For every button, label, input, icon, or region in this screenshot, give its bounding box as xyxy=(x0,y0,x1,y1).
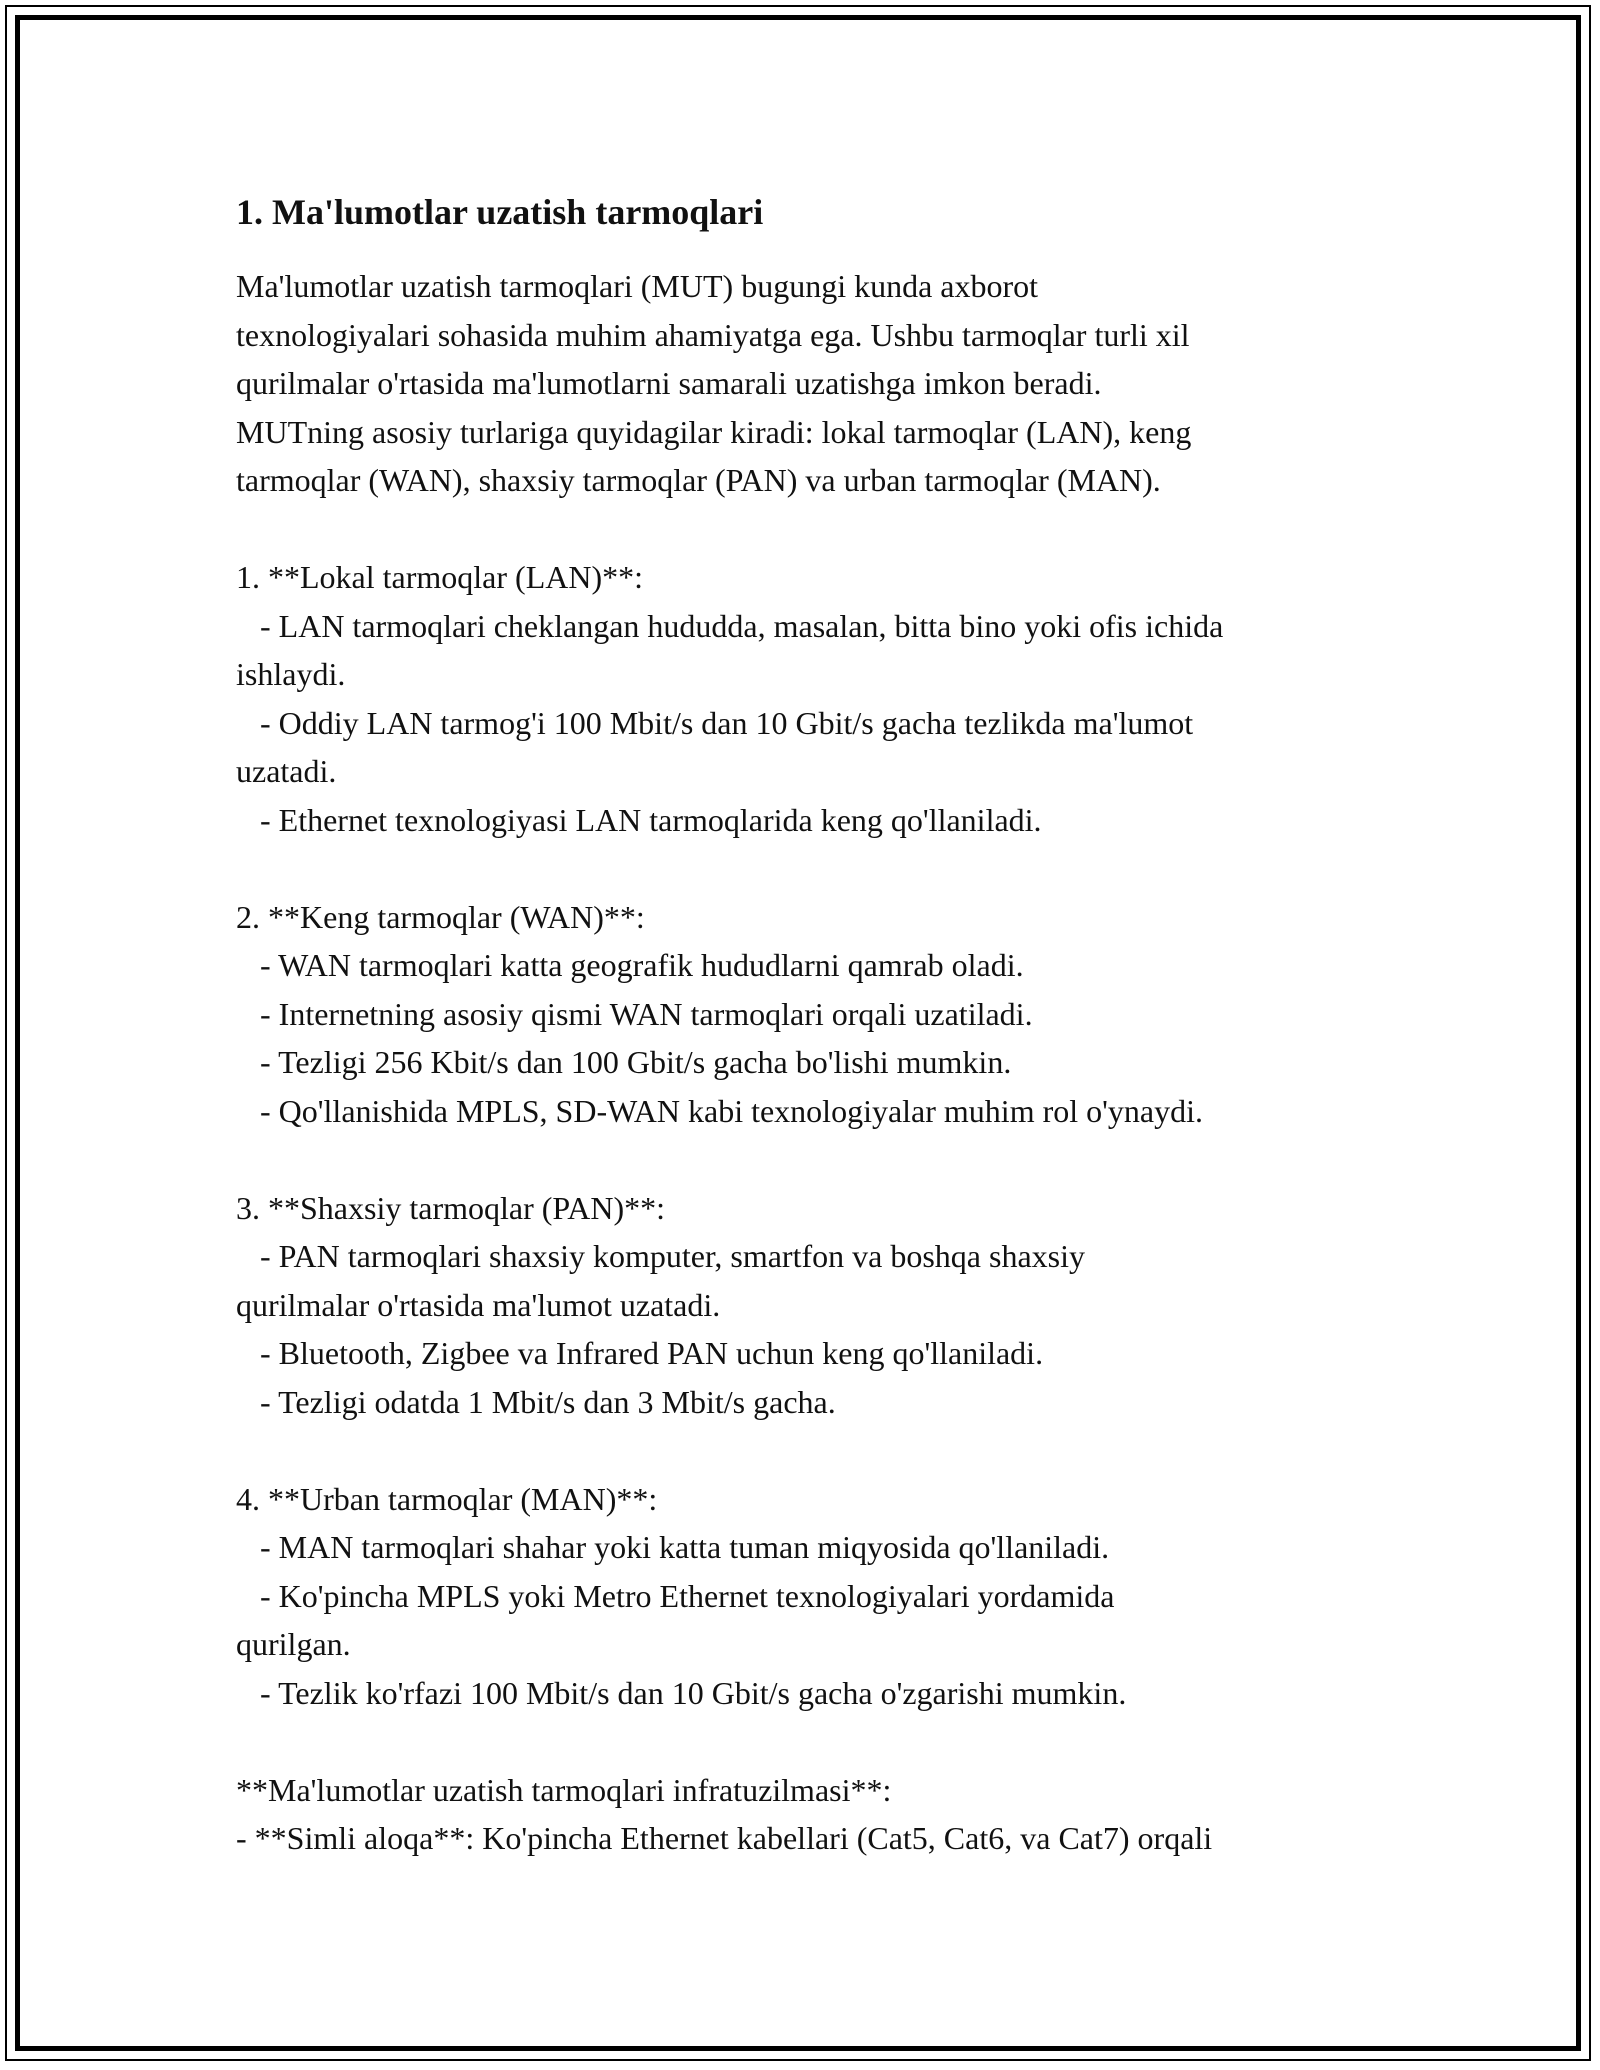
document-title: 1. Ma'lumotlar uzatish tarmoqlari xyxy=(236,192,764,232)
text-line: qurilgan. xyxy=(236,1626,351,1662)
text-line: - Bluetooth, Zigbee va Infrared PAN uchun keng qo'llaniladi. xyxy=(236,1335,1044,1371)
text-line: - Tezligi odatda 1 Mbit/s dan 3 Mbit/s gacha. xyxy=(236,1383,836,1420)
text-line: 3. **Shaxsiy tarmoqlar (PAN)**: xyxy=(236,1189,666,1226)
blank-line xyxy=(236,1135,1386,1184)
blank-line xyxy=(236,844,1386,893)
text-line: - Qo'llanishida MPLS, SD-WAN kabi texnologiyalar muhim rol o'ynaydi. xyxy=(236,1092,1203,1129)
text-line: uzatadi. xyxy=(236,753,337,789)
text-line: - PAN tarmoqlari shaxsiy komputer, smartfon va boshqa shaxsiy xyxy=(236,1238,1085,1274)
text-line: - LAN tarmoqlari cheklangan hududda, masalan, bitta bino yoki ofis ichida xyxy=(236,607,1224,644)
document-text xyxy=(236,262,1386,1863)
text-line: qurilmalar o'rtasida ma'lumot uzatadi. xyxy=(236,1286,721,1323)
text-line: **Ma'lumotlar uzatish tarmoqlari infratuzilmasi**: xyxy=(236,1771,892,1808)
text-line: - Ethernet texnologiyasi LAN tarmoqlarida keng qo'llaniladi. xyxy=(236,801,1042,838)
text-line: 4. **Urban tarmoqlar (MAN)**: xyxy=(236,1480,658,1517)
text-line: - Tezlik ko'rfazi 100 Mbit/s dan 10 Gbit/s gacha o'zgarishi mumkin. xyxy=(236,1674,1127,1711)
text-line: - Tezligi 256 Kbit/s dan 100 Gbit/s gacha bo'lishi mumkin. xyxy=(236,1044,1012,1080)
text-line: Ma'lumotlar uzatish tarmoqlari (MUT) bugungi kunda axborot xyxy=(236,268,1039,304)
blank-line xyxy=(236,1717,1386,1766)
text-line: 2. **Keng tarmoqlar (WAN)**: xyxy=(236,898,645,935)
text-line: ishlaydi. xyxy=(236,656,346,692)
text-line: texnologiyalari sohasida muhim ahamiyatga ega. Ushbu tarmoqlar turli xil xyxy=(236,316,1190,353)
document-body xyxy=(236,188,1386,1863)
text-line: - WAN tarmoqlari katta geografik hududlarni qamrab oladi. xyxy=(236,947,1024,983)
text-line: - MAN tarmoqlari shahar yoki katta tuman miqyosida qo'llaniladi. xyxy=(236,1529,1110,1565)
text-line: - Internetning asosiy qismi WAN tarmoqlari orqali uzatiladi. xyxy=(236,995,1033,1032)
text-line: - Oddiy LAN tarmog'i 100 Mbit/s dan 10 Gbit/s gacha tezlikda ma'lumot xyxy=(236,704,1194,741)
text-line: tarmoqlar (WAN), shaxsiy tarmoqlar (PAN) va urban tarmoqlar (MAN). xyxy=(236,462,1161,498)
blank-line xyxy=(236,505,1386,554)
text-line: qurilmalar o'rtasida ma'lumotlarni samarali uzatishga imkon beradi. xyxy=(236,365,1102,401)
blank-line xyxy=(236,1426,1386,1475)
text-line: MUTning asosiy turlariga quyidagilar kiradi: lokal tarmoqlar (LAN), keng xyxy=(236,413,1192,450)
text-line: - Ko'pincha MPLS yoki Metro Ethernet texnologiyalari yordamida xyxy=(236,1577,1115,1614)
text-line: - **Simli aloqa**: Ko'pincha Ethernet kabellari (Cat5, Cat6, va Cat7) orqali xyxy=(236,1820,1213,1856)
text-line: 1. **Lokal tarmoqlar (LAN)**: xyxy=(236,559,643,595)
